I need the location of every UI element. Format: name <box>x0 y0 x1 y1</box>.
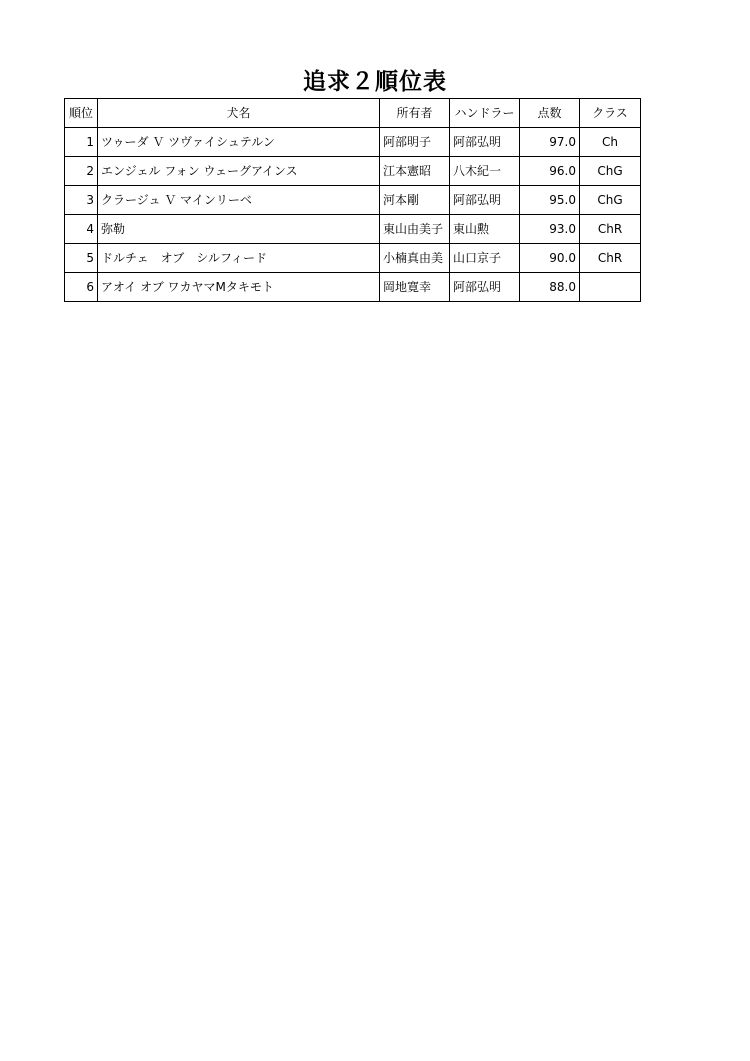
class-cell: ChG <box>580 157 641 186</box>
dog-name-cell: クラージュ Ｖ マインリーベ <box>98 186 380 215</box>
class-cell: Ch <box>580 128 641 157</box>
class-cell: ChR <box>580 244 641 273</box>
class-cell: ChG <box>580 186 641 215</box>
score-cell: 95.0 <box>520 186 580 215</box>
table-row <box>65 273 641 302</box>
header-class: クラス <box>580 99 641 128</box>
dog-name-cell: アオイ オブ ワカヤマMタキモト <box>98 273 380 302</box>
table-row <box>65 244 641 273</box>
score-cell: 96.0 <box>520 157 580 186</box>
page-title: 追求２順位表 <box>303 69 447 95</box>
rank-cell: 1 <box>65 128 98 157</box>
score-cell: 97.0 <box>520 128 580 157</box>
owner-cell: 岡地寛幸 <box>380 273 450 302</box>
handler-cell: 山口京子 <box>450 244 520 273</box>
owner-cell: 河本剛 <box>380 186 450 215</box>
class-cell: ChR <box>580 215 641 244</box>
table-row <box>65 186 641 215</box>
rank-cell: 5 <box>65 244 98 273</box>
header-handler: ハンドラー <box>450 99 520 128</box>
rank-cell: 4 <box>65 215 98 244</box>
dog-name-cell: 弥勒 <box>98 215 380 244</box>
handler-cell: 八木紀一 <box>450 157 520 186</box>
handler-cell: 阿部弘明 <box>450 273 520 302</box>
header-owner: 所有者 <box>380 99 450 128</box>
owner-cell: 江本憲昭 <box>380 157 450 186</box>
owner-cell: 東山由美子 <box>380 215 450 244</box>
rank-cell: 3 <box>65 186 98 215</box>
score-cell: 88.0 <box>520 273 580 302</box>
dog-name-cell: ツゥーダ Ｖ ツヴァイシュテルン <box>98 128 380 157</box>
handler-cell: 阿部弘明 <box>450 186 520 215</box>
header-rank: 順位 <box>65 99 98 128</box>
handler-cell: 東山勲 <box>450 215 520 244</box>
score-cell: 90.0 <box>520 244 580 273</box>
header-dog-name: 犬名 <box>98 99 380 128</box>
class-cell <box>580 273 641 302</box>
rank-cell: 2 <box>65 157 98 186</box>
handler-cell: 阿部弘明 <box>450 128 520 157</box>
dog-name-cell: ドルチェ オブ シルフィード <box>98 244 380 273</box>
dog-name-cell: エンジェル フォン ウェーグアインス <box>98 157 380 186</box>
owner-cell: 小楠真由美 <box>380 244 450 273</box>
table-row <box>65 128 641 157</box>
header-score: 点数 <box>520 99 580 128</box>
table-row <box>65 157 641 186</box>
rank-cell: 6 <box>65 273 98 302</box>
table-row <box>65 215 641 244</box>
owner-cell: 阿部明子 <box>380 128 450 157</box>
table-header-row <box>65 99 641 128</box>
score-cell: 93.0 <box>520 215 580 244</box>
ranking-table <box>64 98 641 302</box>
